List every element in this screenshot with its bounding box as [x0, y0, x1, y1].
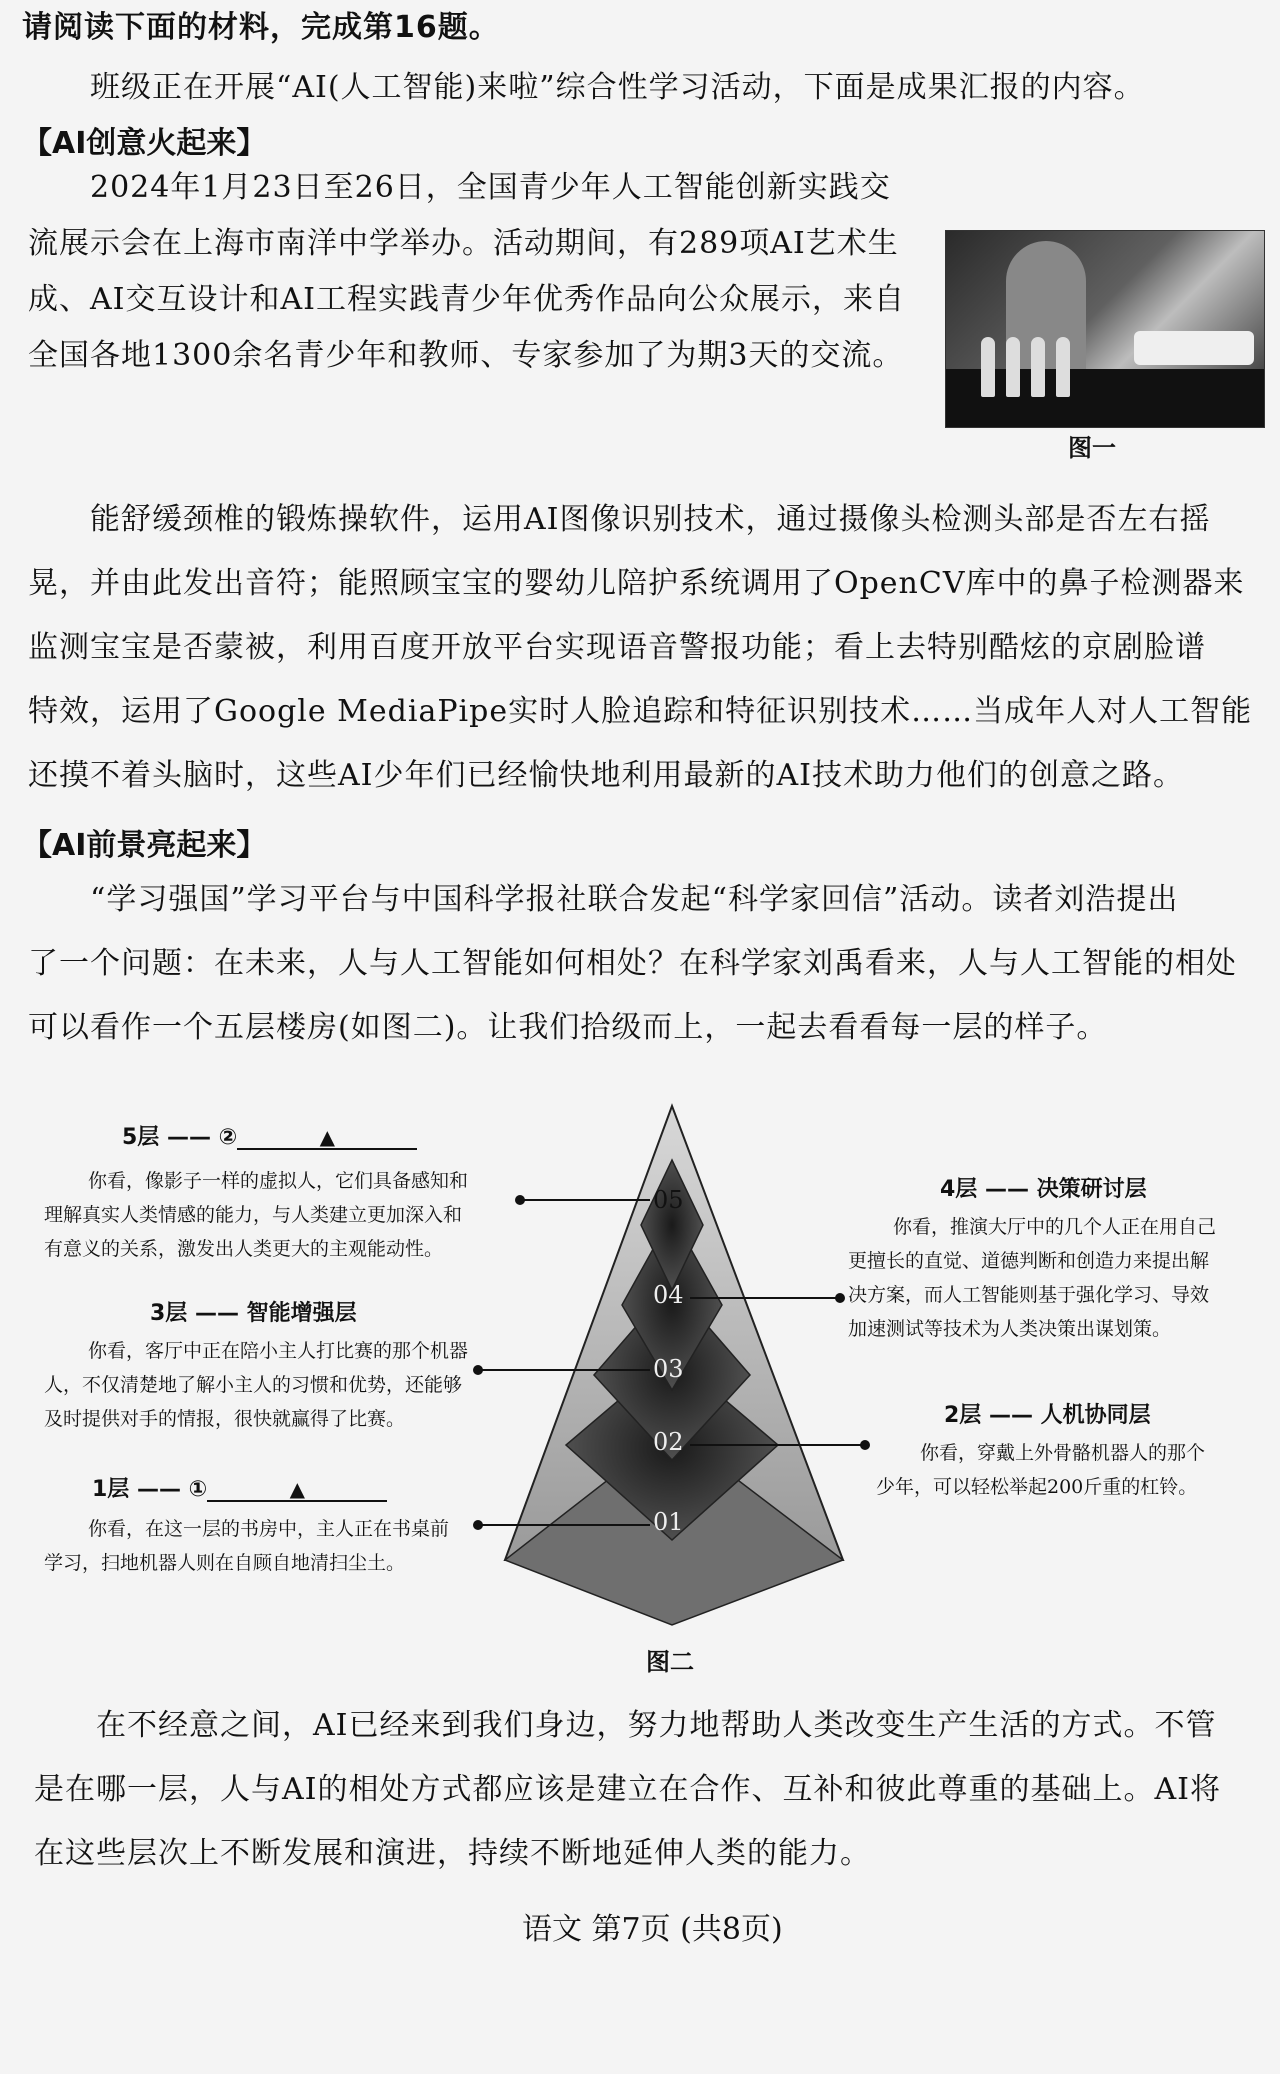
layer-label-05: 05	[653, 1186, 684, 1214]
connector-dot	[473, 1365, 483, 1375]
page-footer: 语文 第7页 (共8页)	[522, 1912, 783, 1947]
closing-line: 在这些层次上不断发展和演进，持续不断地延伸人类的能力。	[34, 1836, 871, 1871]
connector-dot	[515, 1195, 525, 1205]
lead-paragraph: 班级正在开展“AI(人工智能)来啦”综合性学习活动，下面是成果汇报的内容。	[90, 70, 1145, 105]
para3-line: 可以看作一个五层楼房(如图二)。让我们拾级而上，一起去看看每一层的样子。	[28, 1010, 1108, 1045]
para2-line: 晃，并由此发出音符；能照顾宝宝的婴幼儿陪护系统调用了OpenCV库中的鼻子检测器来	[28, 566, 1245, 601]
section2-title: 【AI前景亮起来】	[22, 828, 267, 863]
figure1-caption: 图一	[1068, 434, 1116, 462]
layer4-heading: 4层 —— 决策研讨层	[940, 1177, 1147, 1202]
para1-line: 全国各地1300余名青少年和教师、专家参加了为期3天的交流。	[28, 338, 904, 373]
layer4-desc: 你看，推演大厅中的几个人正在用自己	[893, 1216, 1217, 1238]
para2-line: 特效，运用了Google MediaPipe实时人脸追踪和特征识别技术……当成年人对人工智能	[28, 694, 1253, 729]
layer1-head-text: 1层 —— ①	[92, 1477, 208, 1502]
layer5-desc: 你看，像影子一样的虚拟人，它们具备感知和	[88, 1170, 469, 1192]
layer3-desc: 及时提供对手的情报，很快就赢得了比赛。	[44, 1408, 406, 1430]
answer-blank-2[interactable]: ▲	[237, 1126, 417, 1150]
layer3-heading: 3层 —— 智能增强层	[150, 1301, 357, 1326]
layer5-desc: 理解真实人类情感的能力，与人类建立更加深入和	[44, 1204, 463, 1226]
para1-line: 流展示会在上海市南洋中学举办。活动期间，有289项AI艺术生	[28, 226, 899, 261]
layer5-desc: 有意义的关系，激发出人类更大的主观能动性。	[44, 1238, 444, 1260]
layer4-desc: 更擅长的直觉、道德判断和创造力来提出解	[848, 1250, 1210, 1272]
figure2-caption: 图二	[646, 1648, 694, 1676]
para2-line: 还摸不着头脑时，这些AI少年们已经愉快地利用最新的AI技术助力他们的创意之路。	[28, 758, 1185, 793]
layer3-desc: 你看，客厅中正在陪小主人打比赛的那个机器	[88, 1340, 469, 1362]
instruction: 请阅读下面的材料，完成第16题。	[22, 10, 500, 45]
layer1-desc: 学习，扫地机器人则在自顾自地清扫尘土。	[44, 1552, 406, 1574]
layer-label-03: 03	[653, 1355, 684, 1383]
layer4-desc: 加速测试等技术为人类决策出谋划策。	[848, 1318, 1172, 1340]
layer1-desc: 你看，在这一层的书房中，主人正在书桌前	[88, 1518, 450, 1540]
layer4-desc: 决方案，而人工智能则基于强化学习、导效	[848, 1284, 1210, 1306]
layer5-heading	[122, 1120, 417, 1151]
para2-line: 监测宝宝是否蒙被，利用百度开放平台实现语音警报功能；看上去特别酷炫的京剧脸谱	[28, 630, 1206, 665]
answer-blank-1[interactable]: ▲	[207, 1478, 387, 1502]
layer2-desc: 你看，穿戴上外骨骼机器人的那个	[920, 1442, 1206, 1464]
layer2-heading: 2层 —— 人机协同层	[944, 1403, 1151, 1428]
layer1-heading	[92, 1472, 387, 1503]
section1-title: 【AI创意火起来】	[22, 126, 267, 161]
layer2-desc: 少年，可以轻松举起200斤重的杠铃。	[876, 1476, 1198, 1498]
para1-line: 成、AI交互设计和AI工程实践青少年优秀作品向公众展示，来自	[28, 282, 906, 317]
connector-dot	[473, 1520, 483, 1530]
closing-line: 在不经意之间，AI已经来到我们身边，努力地帮助人类改变生产生活的方式。不管	[96, 1708, 1217, 1743]
layer-label-04: 04	[653, 1281, 684, 1309]
para1-line: 2024年1月23日至26日，全国青少年人工智能创新实践交	[90, 170, 891, 205]
layer5-head-text: 5层 —— ②	[122, 1125, 238, 1150]
photo-banner	[1134, 331, 1254, 365]
para3-line: 了一个问题：在未来，人与人工智能如何相处？在科学家刘禹看来，人与人工智能的相处	[28, 946, 1237, 981]
layer3-desc: 人，不仅清楚地了解小主人的习惯和优势，还能够	[44, 1374, 463, 1396]
connector-dot	[860, 1440, 870, 1450]
layer-label-02: 02	[653, 1428, 684, 1456]
para2-line: 能舒缓颈椎的锻炼操软件，运用AI图像识别技术，通过摄像头检测头部是否左右摇	[90, 502, 1211, 537]
layer-label-01: 01	[653, 1508, 684, 1536]
connector-dot	[835, 1293, 845, 1303]
photo-robot	[981, 337, 995, 397]
para3-line: “学习强国”学习平台与中国科学报社联合发起“科学家回信”活动。读者刘浩提出	[90, 882, 1179, 917]
closing-line: 是在哪一层，人与AI的相处方式都应该是建立在合作、互补和彼此尊重的基础上。AI将	[34, 1772, 1222, 1807]
photo-robot	[1031, 337, 1045, 397]
photo-robot	[1006, 337, 1020, 397]
figure1-photo	[945, 230, 1265, 428]
photo-robot	[1056, 337, 1070, 397]
